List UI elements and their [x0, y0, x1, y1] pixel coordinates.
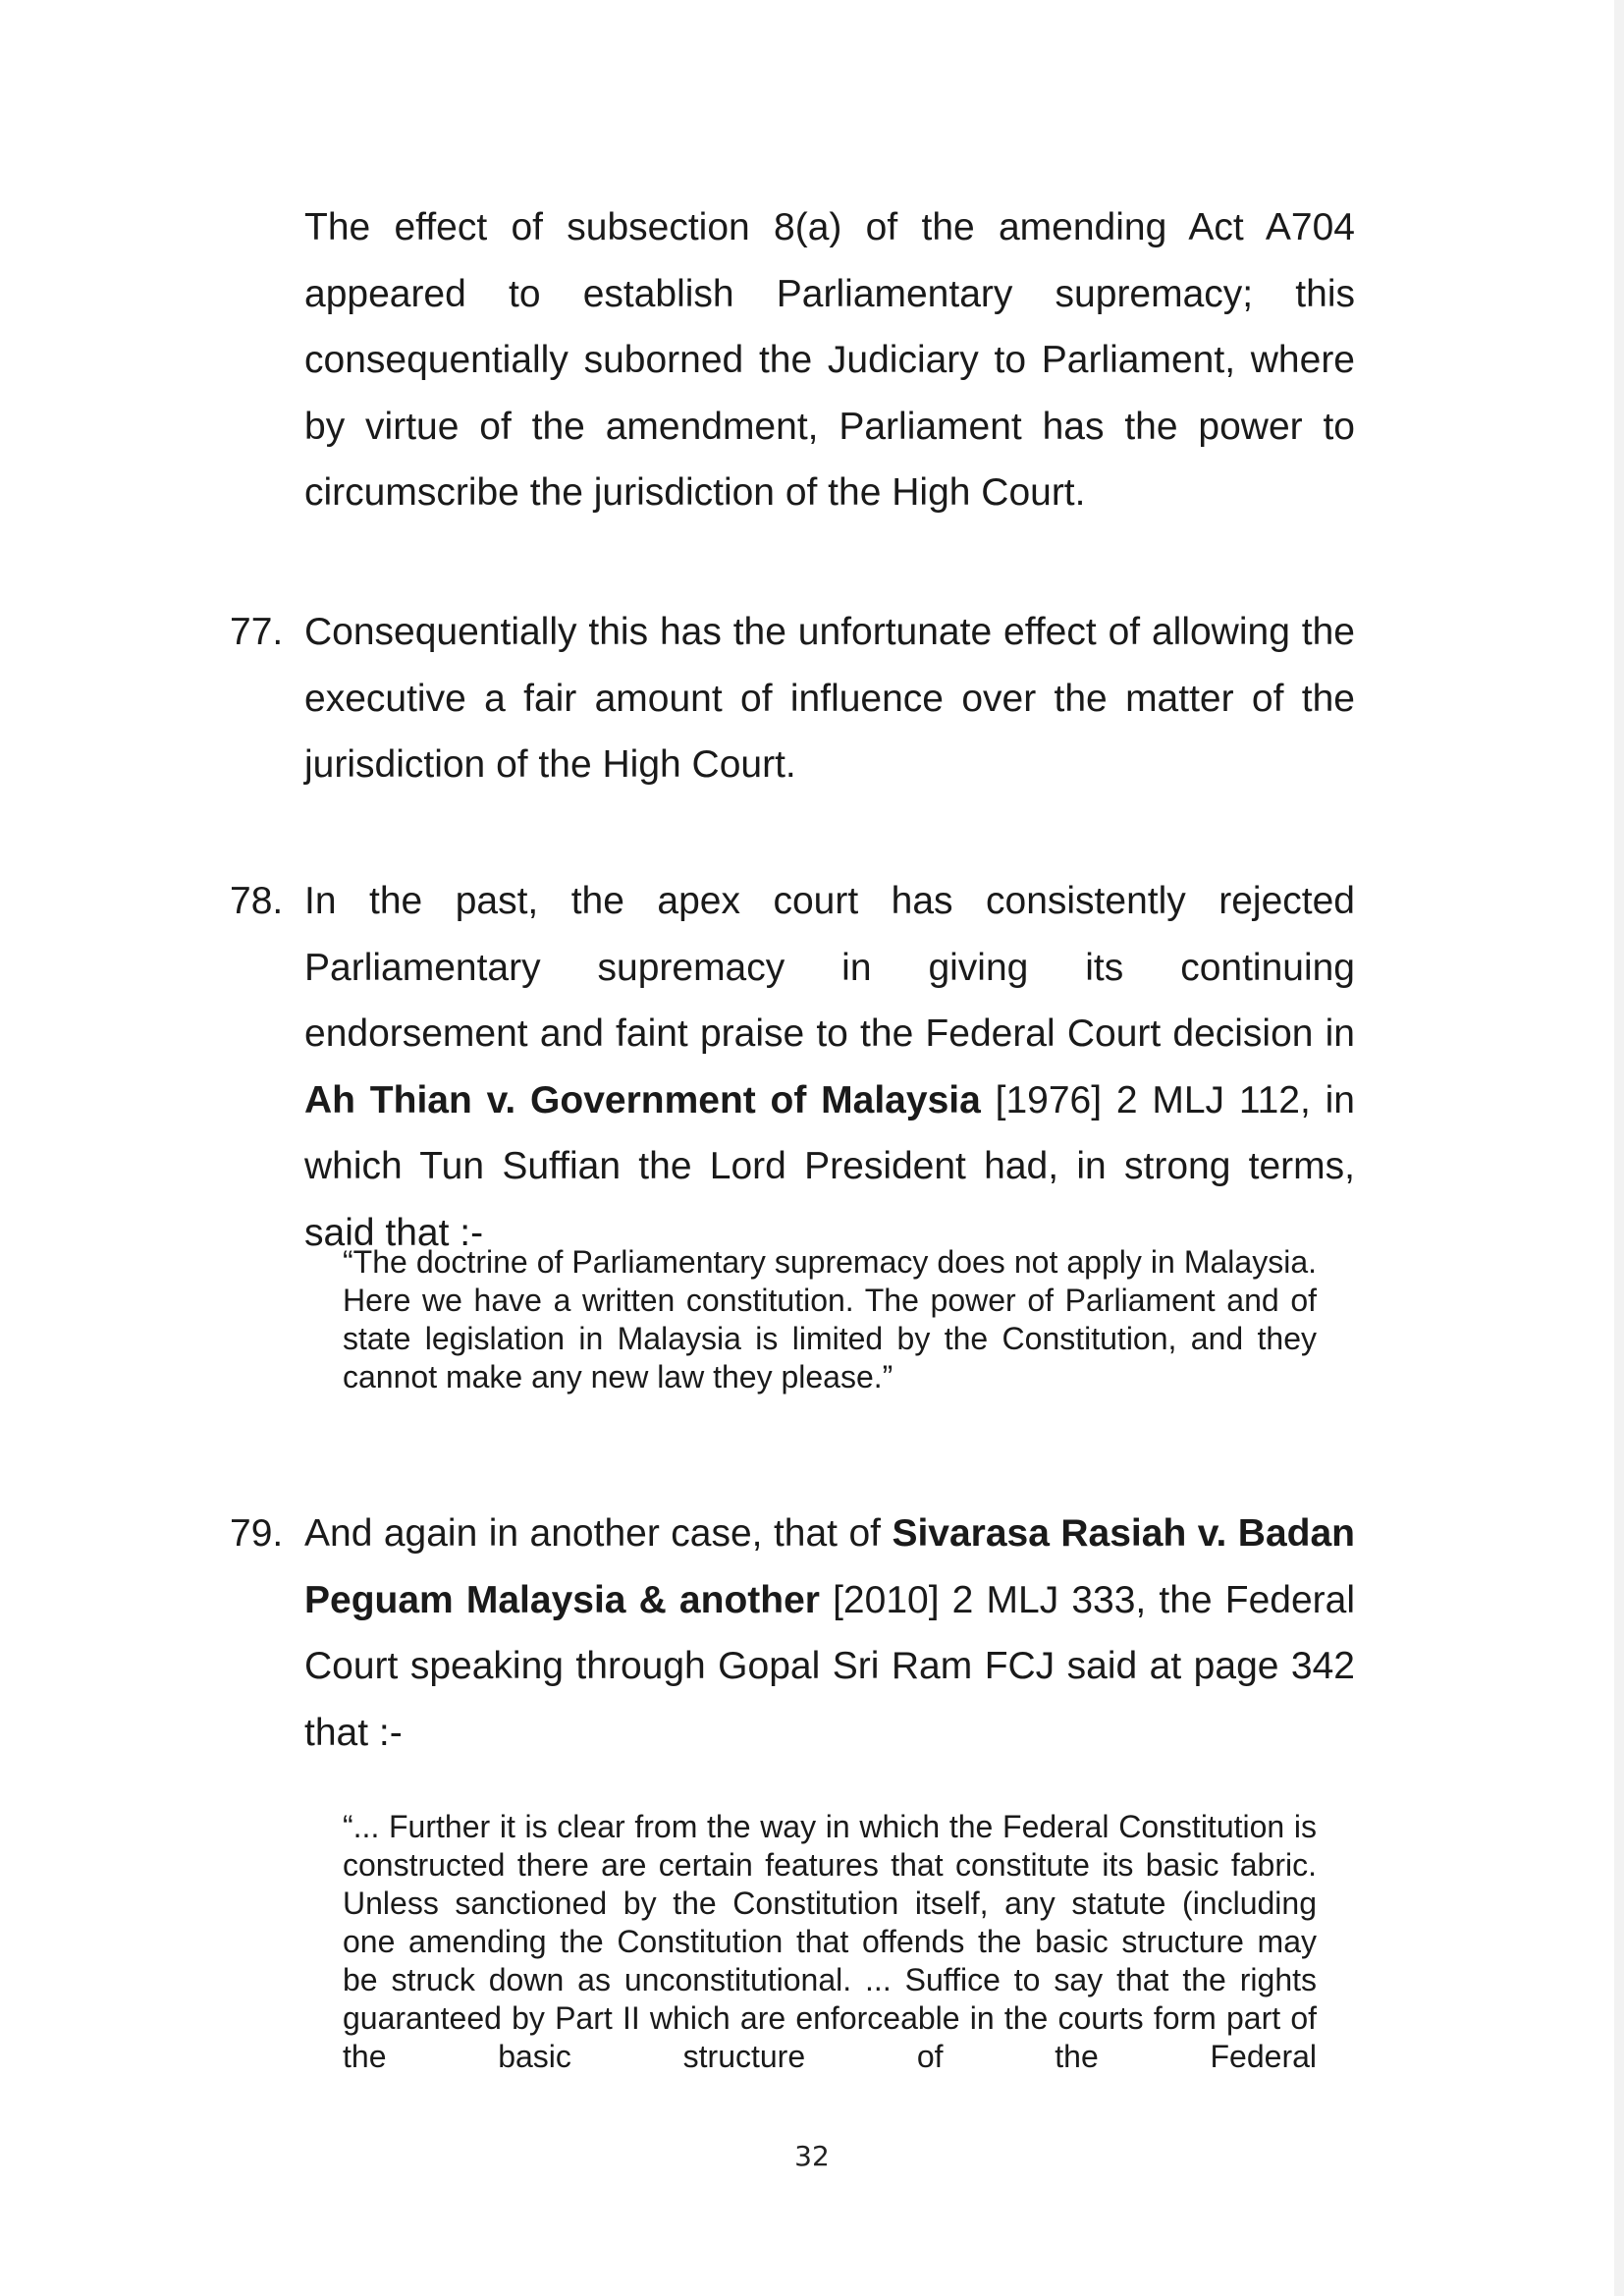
quote-sivarasa: “... Further it is clear from the way in which the Federal Constitution is constructed there are certain features that constitute its basic fabric. Unless sanctioned by the Constitution itself, any statute (including one amending the Constitution that offends the basic structure may be struck down as unconstitutional. ... Suffice to say that the rights guaranteed by Part II which are enforceable in the courts form part of the basic structure of the Federal — [343, 1809, 1317, 2074]
paragraph-79-text-2: [2010] 2 MLJ 333, the Federal Court speaking through Gopal Sri Ram FCJ said at page 342 that :- — [304, 1578, 1355, 1754]
paragraph-78-text-1: In the past, the apex court has consistently rejected Parliamentary supremacy in giving its continuing endorsement and faint praise to the Federal Court decision in — [304, 880, 1355, 1055]
case-name-ah-thian: Ah Thian v. Government of Malaysia — [304, 1078, 981, 1121]
paragraph-number-77: 77. — [230, 611, 284, 653]
paragraph-79 — [304, 1501, 1355, 1766]
scan-edge-shadow — [1614, 0, 1624, 2296]
paragraph-79-text-1: And again in another case, that of — [304, 1512, 893, 1555]
paragraph-number-78: 78. — [230, 880, 284, 922]
paragraph-78-text-2: [1976] 2 MLJ 112, in which Tun Suffian the Lord President had, in strong terms, said that :- — [304, 1078, 1355, 1254]
paragraph-78 — [304, 868, 1355, 1266]
quote-ah-thian: “The doctrine of Parliamentary supremacy does not apply in Malaysia. Here we have a written constitution. The power of Parliament and of state legislation in Malaysia is limited by the Constitution, and they cannot make any new law they please.” — [343, 1244, 1317, 1394]
page-number: 32 — [794, 2140, 830, 2172]
paragraph-number-79: 79. — [230, 1512, 284, 1555]
paragraph-77: Consequentially this has the unfortunate effect of allowing the executive a fair amount of influence over the matter of the jurisdiction of the High Court. — [304, 611, 1355, 786]
paragraph-76-continuation: The effect of subsection 8(a) of the amending Act A704 appeared to establish Parliamentary supremacy; this consequentially suborned the Judiciary to Parliament, where by virtue of the amendment, Parliament has the power to circumscribe the jurisdiction of the High Court. — [304, 206, 1355, 514]
case-name-sivarasa: Sivarasa Rasiah v. Badan Peguam Malaysia & another — [304, 1512, 1355, 1621]
